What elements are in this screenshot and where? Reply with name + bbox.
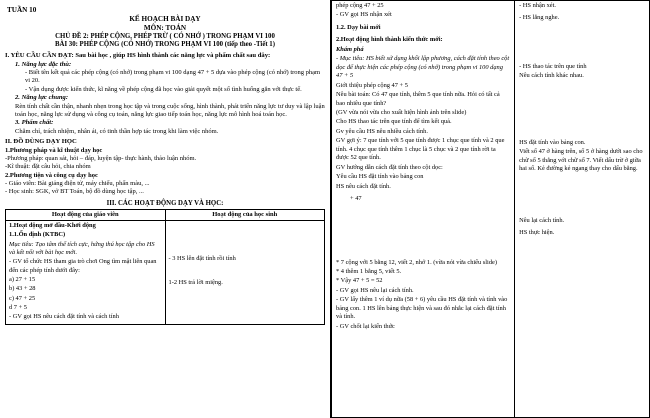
teacher-line: * Vậy 47 + 5 = 52 (336, 277, 383, 285)
col-header-student: Hoạt động của học sinh (165, 209, 325, 220)
teacher-line: Yêu cầu HS đặt tính vào bảng con (336, 173, 424, 181)
teacher-line: (GV vừa nói vừa cho xuất hiện hình ảnh trên slide) (336, 108, 467, 116)
section2-line: -Phương pháp: quan sát, hỏi – đáp, luyện tập- thực hành, thảo luận nhóm. (5, 154, 197, 162)
activities-table-continued (331, 0, 650, 418)
table-row (332, 1, 650, 418)
section1-item-num: 3. Phẩm chất: (15, 119, 54, 127)
teacher-line: Giới thiệu phép cộng 47 + 5 (336, 81, 408, 89)
student-response: HS đặt tính vào bảng con. (519, 138, 586, 146)
student-response: - HS lắng nghe. (519, 14, 560, 22)
teacher-line: Nêu bài toán: Có 47 que tính, thêm 5 que tính nữa. Hỏi có tất cả bao nhiêu que tính? (336, 91, 500, 107)
section2-line: 2.Phương tiện và công cụ dạy học (5, 171, 98, 179)
section2-line: - Học sinh: SGK, vở BT Toán, bộ đồ dùng học tập, ... (5, 188, 144, 196)
activity-step: - GV gọi HS nêu cách đặt tính và cách tính (9, 313, 119, 321)
student-response: HS thực hiện. (519, 229, 555, 237)
table-row (6, 220, 325, 324)
week-label: TUẦN 10 (7, 6, 37, 14)
col-header-teacher: Hoạt động của giáo viên (6, 209, 166, 220)
activity-calc-b: b) 43 + 28 (9, 285, 36, 293)
cell-teacher-activity (6, 220, 166, 324)
teacher-line: GV hướng dẫn cách đặt tính theo cột dọc: (336, 163, 443, 171)
activity2-subheading: Khám phá (336, 45, 364, 53)
teacher-line: * 4 thêm 1 bằng 5, viết 5. (336, 267, 402, 275)
activity-calc-a: a) 27 + 15 (9, 275, 36, 283)
teacher-line: - GV lấy thêm 1 ví dụ nữa (58 + 6) yêu cầu HS đặt tính và tính vào bảng con. 1 HS lên bảng thực hiện và sau đó nhắc lại cách đặt tính và tính. (336, 296, 508, 321)
section1-item-num: 2. Năng lực chung: (15, 94, 69, 102)
section1-item (15, 61, 325, 95)
section1-item-line: Chăm chỉ, trách nhiệm, nhân ái, có tinh thần hợp tác trong khi làm việc nhóm. (15, 127, 219, 135)
section2-line: 1.Phương pháp và kĩ thuật dạy học (5, 146, 103, 154)
teacher-line: - GV gọi HS nêu lại cách tính. (336, 286, 414, 294)
teacher-line: Gv yêu cầu HS nêu nhiều cách tính. (336, 127, 428, 135)
doc-title-line4: BÀI 30: PHÉP CỘNG (CÓ NHỚ) TRONG PHẠM VI 100 (tiếp theo -Tiết 1) (55, 41, 275, 49)
section-materials (5, 138, 325, 196)
teacher-line: Cho HS thao tác trên que tính để tìm kết quả. (336, 118, 452, 126)
cell-student-activity (165, 220, 325, 324)
activity-calc-d: d 7 + 5 (9, 303, 27, 311)
cell-student-activity (515, 1, 650, 418)
section1-item-line: - Biết tên kết quả các phép cộng (có nhớ) trong phạm vi 100 dạng 47 + 5 dựa vào phép cộng (có nhớ) trong phạm vi 20. (25, 69, 321, 85)
activities-table (5, 209, 325, 325)
activity2-objective: - Mục tiêu: HS biết sử dụng khối lập phương, cách đặt tính theo cột dọc để thực hiện các phép cộng (có nhớ) trong phạm vi 100 dạng 47 + 5 (336, 55, 510, 80)
section1-item-num: 1. Năng lực đặc thù: (15, 60, 72, 68)
section-requirements (5, 52, 325, 136)
student-response: Nêu cách tính khác nhau. (519, 72, 584, 80)
teacher-line: * 7 cộng với 5 bằng 12, viết 2, nhớ 1. (vừa nói vừa chiếu slide) (336, 258, 497, 266)
section2-line: -Kĩ thuật: đặt câu hỏi, chia nhóm (5, 163, 91, 171)
lesson-new-heading: 1.2. Dạy bài mới (336, 23, 381, 31)
student-response: - 3 HS lên đặt tính rồi tính (168, 254, 236, 262)
table-header-row (6, 209, 325, 220)
teacher-line: - GV chốt lại kiến thức (336, 322, 395, 330)
student-response: Viết số 47 ở hàng trên, số 5 ở hàng dưới sao cho chữ số 5 thắng với chữ số 7. Viết dấu trừ ở giữa hai số. Kẻ đường kẻ ngang thay cho dấu bằng. (519, 148, 643, 173)
doc-title-line1: KẾ HOẠCH BÀI DẠY (129, 15, 201, 23)
doc-title-line3: CHỦ ĐỀ 2: PHÉP CỘNG, PHÉP TRỪ ( CÓ NHỚ ) TRONG PHẠM VI 100 (55, 33, 275, 40)
section1-item (15, 119, 325, 136)
section1-item-line: Rèn tính chất cần thận, nhanh nhẹn trong học tập và trong cuộc sống, hình thành, phát triển năng lực tư duy và lập luận toán học, năng lực sử dụng và công cụ toán, năng lực giao tiếp toán học, năng lực mô hình hoá toán học. (15, 102, 325, 118)
activity-step: - GV tổ chức HS tham gia trò chơi Ong tìm mật liên quan đến các phép tính dưới đây: (9, 258, 157, 274)
section3-heading: III. CÁC HOẠT ĐỘNG DẠY VÀ HỌC: (106, 199, 224, 207)
section1-list (5, 61, 325, 137)
student-response: Nêu lại cách tính. (519, 216, 565, 224)
teacher-line: phép cộng 47 + 25 (336, 2, 384, 9)
doc-title-line2: MÔN: TOÁN (143, 24, 187, 32)
student-response: 1-2 HS trả lời miệng. (168, 279, 223, 287)
activity-objective: Mục tiêu: Tạo tâm thế tích cực, hứng thú học tập cho HS và kết nối với bài học mới. (9, 240, 155, 256)
section2-line: - Giáo viên: Bài giảng điện tử, máy chiếu, phấn màu, ... (5, 179, 150, 187)
section1-heading: I. YÊU CẦU CẦN ĐẠT: Sau bài học , giúp HS hình thành các năng lực và phẩm chất sau đây: (5, 51, 271, 59)
teacher-line: HS nêu cách đặt tính. (336, 182, 391, 190)
right-page-column (330, 0, 650, 418)
cell-teacher-activity (332, 1, 515, 418)
activity-calc-c: c) 47 + 25 (9, 294, 36, 302)
activity-subtitle: 1.1.Ổn định (KTBC) (9, 231, 66, 239)
section1-item-line: - Vận dụng được kiến thức, kĩ năng về phép cộng đã học vào giải quyết một số tình huống gắn với thực tế. (25, 85, 302, 93)
teacher-line: - GV gọi HS nhận xét (336, 11, 392, 19)
student-response: - HS thao tác trên que tính (519, 62, 587, 70)
activity-title: 1.Hoạt động mở đầu-Khởi động (9, 221, 96, 229)
student-response: - HS nhận xét. (519, 2, 556, 9)
activity2-heading: 2.Hoạt động hình thành kiến thức mới: (336, 36, 443, 44)
section2-heading: II. ĐỒ DÙNG DẠY HỌC (5, 138, 77, 146)
teacher-line: GV gợi ý: 7 que tính với 5 que tính được 1 chục que tính và 2 que tính. 4 chục que tính thêm 1 chục là 5 chục và 2 que tính rời ta được 52 que tính. (336, 137, 505, 162)
section1-item (15, 94, 325, 119)
calc-line-1: + 47 (350, 195, 362, 203)
